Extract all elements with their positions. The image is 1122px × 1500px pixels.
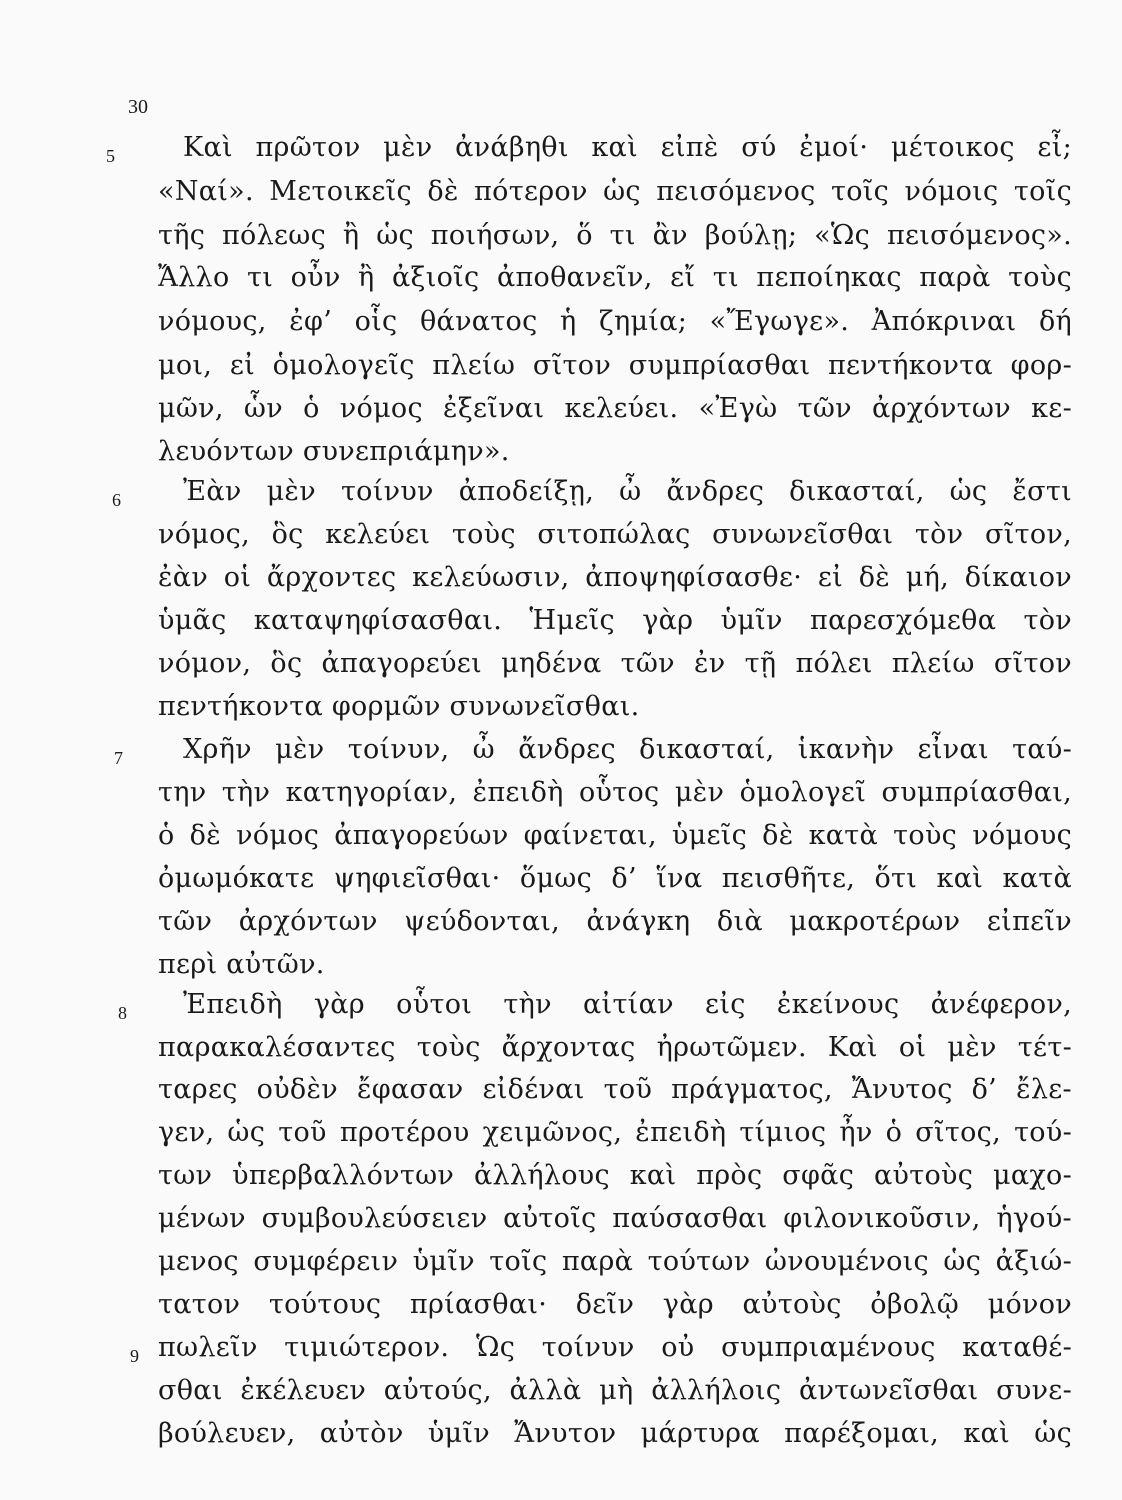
line-text: Ἐπειδὴ γὰρ οὗτοι τὴν αἰτίαν εἰς ἐκείνους ἀνέφερον, (183, 989, 1072, 1020)
page-number: 30 (128, 96, 148, 118)
line-text: «Ναί». Μετοικεῖς δὲ πότερον ὡς πεισόμενος τοῖς νόμοις τοῖς (158, 176, 1072, 207)
line-text: ὑμᾶς καταψηφίσασθαι. Ἡμεῖς γὰρ ὑμῖν παρεσχόμεθα τὸν (158, 605, 1072, 636)
text-line (0, 1113, 1122, 1153)
text-line (0, 1328, 1122, 1368)
line-text: Ἄλλο τι οὖν ἢ ἀξιοῖς ἀποθανεῖν, εἴ τι πεποίηκας παρὰ τοὺς (158, 262, 1072, 293)
line-text: λευόντων συνεπριάμην». (158, 436, 510, 467)
text-line (0, 730, 1122, 770)
line-text: ἐὰν οἱ ἄρχοντες κελεύωσιν, ἀποψηφίσασθε· εἰ δὲ μή, δίκαιον (158, 562, 1072, 593)
line-text: των ὑπερβαλλόντων ἀλλήλους καὶ πρὸς σφᾶς αὐτοὺς μαχο- (158, 1160, 1072, 1191)
line-text: τῶν ἀρχόντων ψεύδονται, ἀνάγκη διὰ μακροτέρων εἰπεῖν (158, 906, 1072, 937)
text-line (0, 258, 1122, 298)
text-line (0, 1028, 1122, 1068)
text-line (0, 472, 1122, 512)
text-line (0, 1285, 1122, 1325)
text-line (0, 687, 1122, 727)
text-line (0, 945, 1122, 985)
text-line (0, 172, 1122, 212)
text-line (0, 985, 1122, 1025)
line-text: την τὴν κατηγορίαν, ἐπειδὴ οὗτος μὲν ὁμολογεῖ συμπρίασθαι, (158, 777, 1072, 808)
line-text: Καὶ πρῶτον μὲν ἀνάβηθι καὶ εἰπὲ σύ ἐμοί· μέτοικος εἶ; (183, 132, 1072, 163)
text-line (0, 601, 1122, 641)
line-text: ὁ δὲ νόμος ἀπαγορεύων φαίνεται, ὑμεῖς δὲ κατὰ τοὺς νόμους (158, 820, 1072, 851)
text-line (0, 432, 1122, 472)
line-text: νόμους, ἐφ’ οἷς θάνατος ἡ ζημία; «Ἔγωγε». Ἀπόκριναι δή (158, 306, 1072, 337)
text-line (0, 302, 1122, 342)
text-line (0, 816, 1122, 856)
line-text: Χρῆν μὲν τοίνυν, ὦ ἄνδρες δικασταί, ἱκανὴν εἶναι ταύ- (183, 734, 1072, 765)
line-text: Ἐὰν μὲν τοίνυν ἀποδείξῃ, ὦ ἄνδρες δικασταί, ὡς ἔστι (183, 476, 1072, 507)
line-text: τῆς πόλεως ἢ ὡς ποιήσων, ὅ τι ἂν βούλῃ; «Ὡς πεισόμενος». (158, 220, 1072, 251)
text-line (0, 902, 1122, 942)
text-line (0, 389, 1122, 429)
text-line (0, 1414, 1122, 1454)
text-line (0, 558, 1122, 598)
text-line (0, 1070, 1122, 1110)
text-line (0, 1371, 1122, 1411)
text-line (0, 128, 1122, 168)
line-text: τατον τούτους πρίασθαι· δεῖν γὰρ αὐτοὺς ὀβολῷ μόνον (158, 1289, 1072, 1320)
line-text: μῶν, ὧν ὁ νόμος ἐξεῖναι κελεύει. «Ἐγὼ τῶν ἀρχόντων κε- (158, 393, 1072, 424)
text-line (0, 1156, 1122, 1196)
line-text: μοι, εἰ ὁμολογεῖς πλείω σῖτον συμπρίασθαι πεντήκοντα φορ- (158, 350, 1072, 381)
text-line (0, 859, 1122, 899)
line-text: ὀμωμόκατε ψηφιεῖσθαι· ὅμως δ’ ἵνα πεισθῆτε, ὅτι καὶ κατὰ (158, 863, 1072, 894)
section-number: 5 (106, 146, 115, 166)
line-text: πωλεῖν τιμιώτερον. Ὡς τοίνυν οὐ συμπριαμένους καταθέ- (158, 1332, 1072, 1363)
text-line (0, 346, 1122, 386)
line-text: παρακαλέσαντες τοὺς ἄρχοντας ἠρωτῶμεν. Καὶ οἱ μὲν τέτ- (158, 1032, 1072, 1063)
line-text: μενος συμφέρειν ὑμῖν τοῖς παρὰ τούτων ὠνουμένοις ὡς ἀξιώ- (158, 1246, 1072, 1277)
text-line (0, 1242, 1122, 1282)
text-line (0, 1199, 1122, 1239)
line-text: σθαι ἐκέλευεν αὐτούς, ἀλλὰ μὴ ἀλλήλοις ἀντωνεῖσθαι συνε- (158, 1375, 1072, 1406)
line-text: γεν, ὡς τοῦ προτέρου χειμῶνος, ἐπειδὴ τίμιος ἦν ὁ σῖτος, τού- (158, 1117, 1072, 1148)
line-text: περὶ αὐτῶν. (158, 949, 325, 980)
line-text: νόμον, ὃς ἀπαγορεύει μηδένα τῶν ἐν τῇ πόλει πλείω σῖτον (158, 648, 1072, 679)
line-text: μένων συμβουλεύσειεν αὐτοῖς παύσασθαι φιλονικοῦσιν, ἡγού- (158, 1203, 1072, 1234)
text-line (0, 216, 1122, 256)
section-number: 8 (118, 1003, 127, 1023)
line-text: νόμος, ὃς κελεύει τοὺς σιτοπώλας συνωνεῖσθαι τὸν σῖτον, (158, 519, 1072, 550)
line-text: πεντήκοντα φορμῶν συνωνεῖσθαι. (158, 691, 640, 722)
text-line (0, 773, 1122, 813)
line-text: βούλευεν, αὐτὸν ὑμῖν Ἄνυτον μάρτυρα παρέξομαι, καὶ ὡς (158, 1418, 1072, 1449)
text-line (0, 515, 1122, 555)
section-number: 6 (112, 490, 121, 510)
section-number: 7 (114, 748, 123, 768)
line-text: ταρες οὐδὲν ἔφασαν εἰδέναι τοῦ πράγματος, Ἄνυτος δ’ ἔλε- (158, 1074, 1072, 1105)
section-number: 9 (130, 1346, 139, 1366)
text-line (0, 644, 1122, 684)
